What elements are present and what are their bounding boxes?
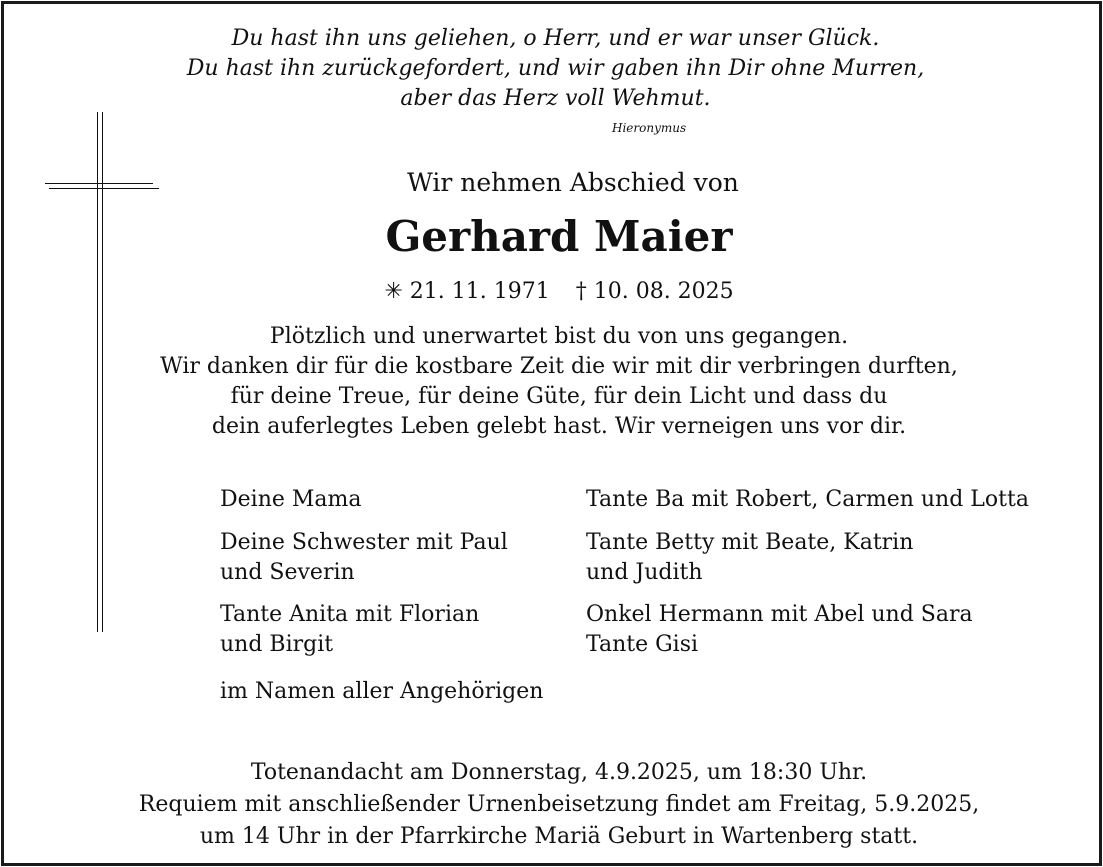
quote bbox=[4, 24, 1103, 114]
birth-date: 21. 11. 1971 bbox=[409, 279, 550, 304]
message-line: Plötzlich und unerwartet bist du von uns gegangen. bbox=[269, 324, 849, 349]
mourner-entry bbox=[220, 600, 479, 660]
mourner-line: Deine Mama bbox=[220, 487, 362, 512]
service-line: um 14 Uhr in der Pfarrkirche Mariä Geburt in Wartenberg statt. bbox=[199, 824, 919, 849]
mourner-line: und Severin bbox=[220, 560, 355, 585]
mourner-entry bbox=[220, 528, 508, 588]
mourner-entry bbox=[220, 485, 362, 515]
service-line: Requiem mit anschließender Urnenbeisetzung findet am Freitag, 5.9.2025, bbox=[138, 792, 980, 817]
mourner-entry bbox=[586, 600, 973, 660]
mourner-line: und Birgit bbox=[220, 632, 334, 657]
quote-line: aber das Herz voll Wehmut. bbox=[400, 86, 711, 111]
mourner-line: und Judith bbox=[586, 560, 703, 585]
quote-line: Du hast ihn uns geliehen, o Herr, und er war unser Glück. bbox=[231, 26, 880, 51]
mourner-entry bbox=[220, 677, 543, 707]
intro-text: Wir nehmen Abschied von bbox=[407, 168, 739, 197]
deceased-name: Gerhard Maier bbox=[385, 212, 733, 261]
death-cross-icon: † bbox=[575, 279, 587, 304]
mourner-line: Tante Betty mit Beate, Katrin bbox=[586, 530, 914, 555]
mourner-line: Tante Gisi bbox=[586, 632, 699, 657]
quote-line: Du hast ihn zurückgefordert, und wir gaben ihn Dir ohne Murren, bbox=[186, 56, 925, 81]
farewell-message bbox=[4, 322, 1103, 442]
life-dates bbox=[4, 276, 1103, 308]
mourner-line: Tante Ba mit Robert, Carmen und Lotta bbox=[586, 487, 1029, 512]
mourner-line: im Namen aller Angehörigen bbox=[220, 679, 544, 704]
birth-star-icon: ✳ bbox=[384, 279, 403, 304]
mourner-line: Onkel Hermann mit Abel und Sara bbox=[586, 602, 973, 627]
message-line: dein auferlegtes Leben gelebt hast. Wir verneigen uns vor dir. bbox=[211, 414, 907, 439]
mourner-line: Tante Anita mit Florian bbox=[220, 602, 480, 627]
mourner-entry bbox=[586, 485, 1029, 515]
service-line: Totenandacht am Donnerstag, 4.9.2025, um 18:30 Uhr. bbox=[250, 760, 868, 785]
mourner-entry bbox=[586, 528, 913, 588]
mourner-line: Deine Schwester mit Paul bbox=[220, 530, 508, 555]
message-line: Wir danken dir für die kostbare Zeit die wir mit dir verbringen durften, bbox=[160, 354, 958, 379]
obituary-frame bbox=[1, 1, 1102, 866]
death-date: 10. 08. 2025 bbox=[593, 279, 734, 304]
quote-source: Hieronymus bbox=[612, 121, 687, 135]
service-info bbox=[4, 757, 1103, 853]
message-line: für deine Treue, für deine Güte, für dein Licht und dass du bbox=[230, 384, 888, 409]
